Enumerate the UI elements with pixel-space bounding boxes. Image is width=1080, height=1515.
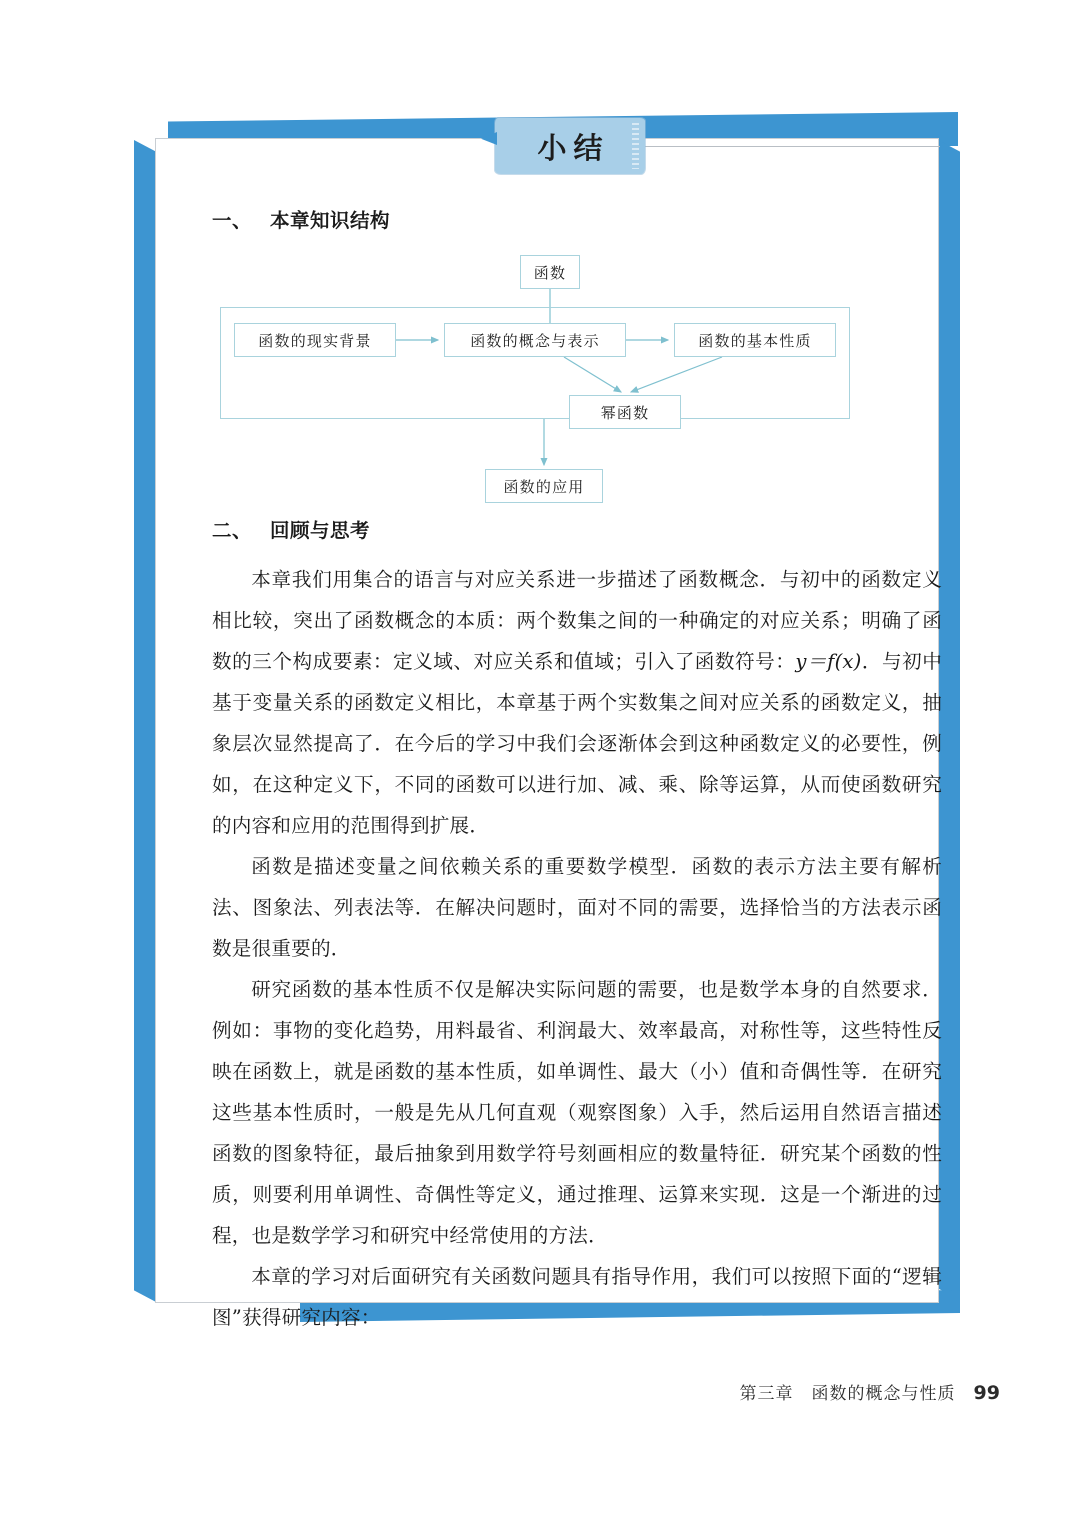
diagram-node-function: 函数 [520,255,580,289]
section-two-title: 回顾与思考 [270,519,371,542]
diagram-node-properties: 函数的基本性质 [674,323,836,357]
footer-page-number: 99 [973,1382,1000,1404]
diagram-node-power-function: 幂函数 [569,395,681,429]
footer-chapter-title: 第三章 函数的概念与性质 [739,1384,956,1404]
banner-label: 小结 [537,130,610,165]
banner-rule [645,146,940,147]
section-heading-two [212,515,942,543]
body-text [212,559,942,1338]
paragraph-1-part-a: 本章我们用集合的语言与对应关系进一步描述了函数概念．与初中的函数定义相比较，突出了函数概念的本质：两个数集之间的一种确定的对应关系；明确了函数的三个构成要素：定义域、对应关系和值域；引入了函数符号： [212,568,942,673]
section-two-number: 二、 [212,519,253,542]
page-content [212,205,942,1338]
section-heading-one [212,205,942,233]
paragraph-2: 函数是描述变量之间依赖关系的重要数学模型．函数的表示方法主要有解析法、图象法、列表法等．在解决问题时，面对不同的需要，选择恰当的方法表示函数是很重要的． [212,855,942,960]
paragraph-4: 本章的学习对后面研究有关函数问题具有指导作用，我们可以按照下面的“逻辑图”获得研究内容： [212,1265,942,1329]
diagram-node-application: 函数的应用 [485,469,603,503]
decorative-bar-left [134,140,156,1302]
summary-banner [495,118,645,174]
diagram-node-real-background: 函数的现实背景 [234,323,396,357]
page-footer [0,1379,1000,1404]
paragraph-1-part-b: ．与初中基于变量关系的函数定义相比，本章基于两个实数集之间对应关系的函数定义，抽象层次显然提高了．在今后的学习中我们会逐渐体会到这种函数定义的必要性，例如，在这种定义下，不同的函数可以进行加、减、乘、除等运算，从而使函数研究的内容和应用的范围得到扩展． [212,650,942,837]
function-notation-formula: y＝f(x) [795,650,862,673]
paragraph-3: 研究函数的基本性质不仅是解决实际问题的需要，也是数学本身的自然要求．例如：事物的变化趋势，用料最省、利润最大、效率最高，对称性等，这些特性反映在函数上，就是函数的基本性质，如单调性、最大（小）值和奇偶性等．在研究这些基本性质时，一般是先从几何直观（观察图象）入手，然后运用自然语言描述函数的图象特征，最后抽象到用数学符号刻画相应的数量特征．研究某个函数的性质，则要利用单调性、奇偶性等定义，通过推理、运算来实现．这是一个渐进的过程，也是数学学习和研究中经常使用的方法． [212,978,942,1247]
knowledge-structure-diagram [212,255,942,515]
section-one-number: 一、 [212,209,253,232]
paragraph-1 [212,559,942,846]
diagram-node-concept: 函数的概念与表示 [444,323,626,357]
section-one-title: 本章知识结构 [270,209,391,232]
